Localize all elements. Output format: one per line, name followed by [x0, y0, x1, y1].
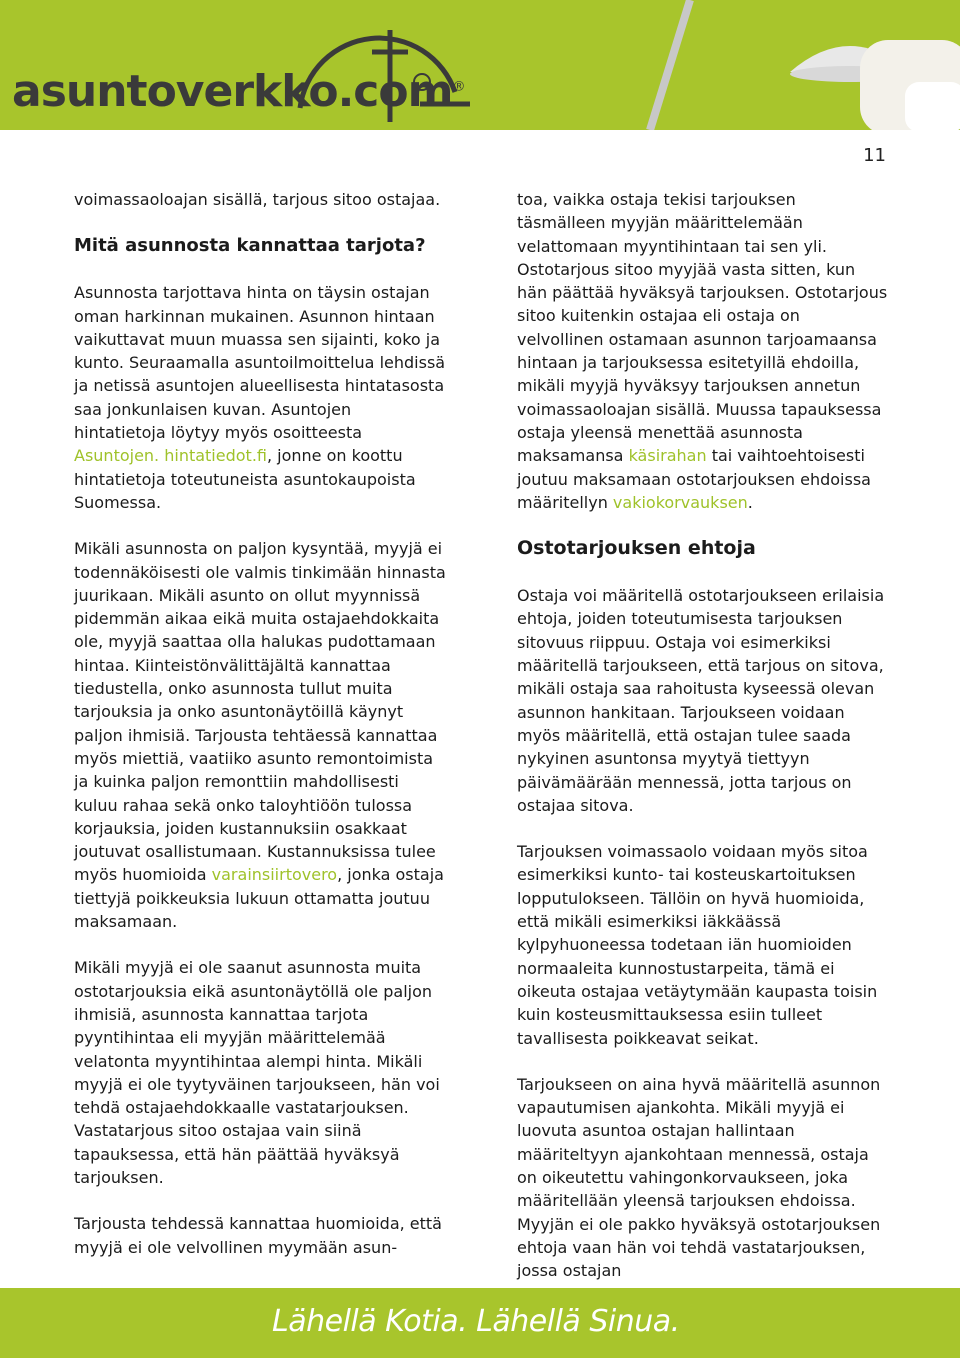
right-paragraph-4: Tarjoukseen on aina hyvä määritellä asunnon vapautumisen ajankohta. Mikäli myyjä ei luovuta asuntoa ostajan hallintaan määriteltyyn ajankohtaan mennessä, ostaja on oikeutettu vahingonkorvaukseen, joka määritellään yleensä tarjouksen ehdoissa. Myyjän ei ole pakko hyväksyä ostotarjouksen ehtoja vaan hän voi tehdä vastatarjouksen, jossa ostajan: [517, 1074, 881, 1281]
left-paragraph-3-tail: , jonka ostaja tiettyjä poikkeuksia lukuun ottamatta joutuu maksamaan.: [74, 865, 444, 932]
footer-slogan: Lähellä Kotia. Lähellä Sinua.: [272, 1304, 680, 1339]
sofa-icon: [860, 40, 960, 130]
left-paragraph-2-text: Asunnosta tarjottava hinta on täysin ostajan oman harkinnan mukainen. Asunnon hintaan vaikuttavat muun muassa sen sijainti, koko ja kunto. Seuraamalla asuntoilmoittelua lehdissä ja netissä asuntojen alueellisesta hintatasosta saa jonkunlaisen kuvan. Asuntojen hintatietoja löytyy myös osoitteesta: [74, 283, 446, 443]
page-number: 11: [863, 145, 886, 166]
right-paragraph-1-text: toa, vaikka ostaja tekisi tarjouksen täsmälleen myyjän määrittelemään velattomaan myyntihintaan tai sen yli. Ostotarjous sitoo myyjää vasta sitten, kun hän päättää hyväksyä tarjouksen. Ostotarjous sitoo kuitenkin ostajaa eli ostaja on velvollinen ostamaan asunnon tarjoamaansa hintaan ja tarjouksessa esitetyillä ehdoilla, mikäli myyjä hyväksyy tarjouksen annetun voimassaoloajan sisällä. Muussa tapauksessa ostaja yleensä menettää asunnosta maksamansa: [517, 190, 888, 466]
left-paragraph-4: Mikäli myyjä ei ole saanut asunnosta muita ostotarjouksia eikä asuntonäytöllä ole paljon ihmisiä, asunnosta kannattaa tarjota pyyntihintaa eli myyjän määrittelemää velatonta myyntihintaa alempi hinta. Mikäli myyjä ei ole tyytyväinen tarjoukseen, hän voi tehdä ostajaehdokkaalle vastatarjouksen. Vastatarjous sitoo ostajaa vain siinä tapauksessa, että hän päättää hyväksyä tarjouksen.: [74, 958, 440, 1187]
right-column: [517, 188, 889, 1305]
header-banner: [0, 0, 960, 130]
hintatiedot-link[interactable]: Asuntojen. hintatiedot.fi: [74, 446, 267, 466]
kasiraha-link[interactable]: käsirahan: [628, 446, 707, 466]
logo-mark: ®: [452, 79, 465, 95]
right-paragraph-1-end: .: [747, 492, 753, 512]
left-paragraph-5: Tarjousta tehdessä kannattaa huomioida, että myyjä ei ole velvollinen myymään asun-: [74, 1214, 442, 1257]
left-heading: Mitä asunnosta kannattaa tarjota?: [74, 235, 426, 257]
vakiokorvaus-link[interactable]: vakiokorvauksen: [612, 492, 748, 512]
logo-text: asuntoverkko.com: [12, 66, 453, 117]
left-paragraph-2-tail: , jonne on koottu hintatietoja toteutuneista asuntokaupoista Suomessa.: [74, 446, 416, 512]
logo[interactable]: [12, 66, 464, 117]
footer-banner: [0, 1288, 960, 1358]
varainsiirtovero-link[interactable]: varainsiirtovero: [211, 865, 338, 885]
left-paragraph-1: voimassaoloajan sisällä, tarjous sitoo ostajaa.: [74, 190, 441, 209]
right-paragraph-2: Ostaja voi määritellä ostotarjoukseen erilaisia ehtoja, joiden toteutumisesta tarjouksen sitovuus riippuu. Ostaja voi esimerkiksi määritellä tarjoukseen, että tarjous on sitova, mikäli ostaja saa rahoitusta kyseessä olevan asunnon hankitaan. Tarjoukseen voidaan myös määritellä, että ostajan tulee saada nykyinen asuntonsa myytyä tiettyyn päivämäärään mennessä, jotta tarjous on ostajaa sitova.: [517, 586, 885, 815]
left-paragraph-3-text: Mikäli asunnosta on paljon kysyntää, myyjä ei todennäköisesti ole valmis tinkimään hinnasta juurikaan. Mikäli asunto on ollut myynnissä pidemmän aikaa eikä muita ostajaehdokkaita ole, myyjä saattaa olla halukas pudottamaan hintaa. Kiinteistönvälittäjältä kannattaa tiedustella, onko asunnosta tullut muita tarjouksia ja onko asuntonäytöillä käynyt paljon ihmisiä. Tarjousta tehtäessä kannattaa myös miettiä, vaatiiko asunto remontoimista ja kuinka paljon remonttiin mahdollisesti kuluu rahaa sekä onko taloyhtiöön tulossa korjauksia, joiden kustannuksiin osakkaat joutuvat osallistumaan. Kustannuksissa tulee myös huomioida: [74, 539, 446, 885]
right-paragraph-1: [517, 188, 889, 514]
left-paragraph-3: [74, 537, 446, 933]
right-paragraph-3: Tarjouksen voimassaolo voidaan myös sitoa esimerkiksi kunto- tai kosteuskartoituksen lopputulokseen. Tällöin on hyvä huomioida, että mikäli esimerkiksi iäkkäässä kylpyhuoneessa todetaan iän huomioiden normaaleita kunnostustarpeita, tämä ei oikeuta ostajaa vetäytymään kaupasta toisin kuin kosteusmittauksessa esiin tulleet tavallisesta poikkeavat seikat.: [517, 842, 878, 1048]
right-paragraph-1-mid: tai vaihtoehtoisesti joutuu maksamaan ostotarjouksen ehdoissa määritellyn: [517, 446, 871, 512]
right-heading: Ostotarjouksen ehtoja: [517, 537, 756, 560]
left-column: [74, 188, 446, 1282]
left-paragraph-2: [74, 281, 446, 514]
